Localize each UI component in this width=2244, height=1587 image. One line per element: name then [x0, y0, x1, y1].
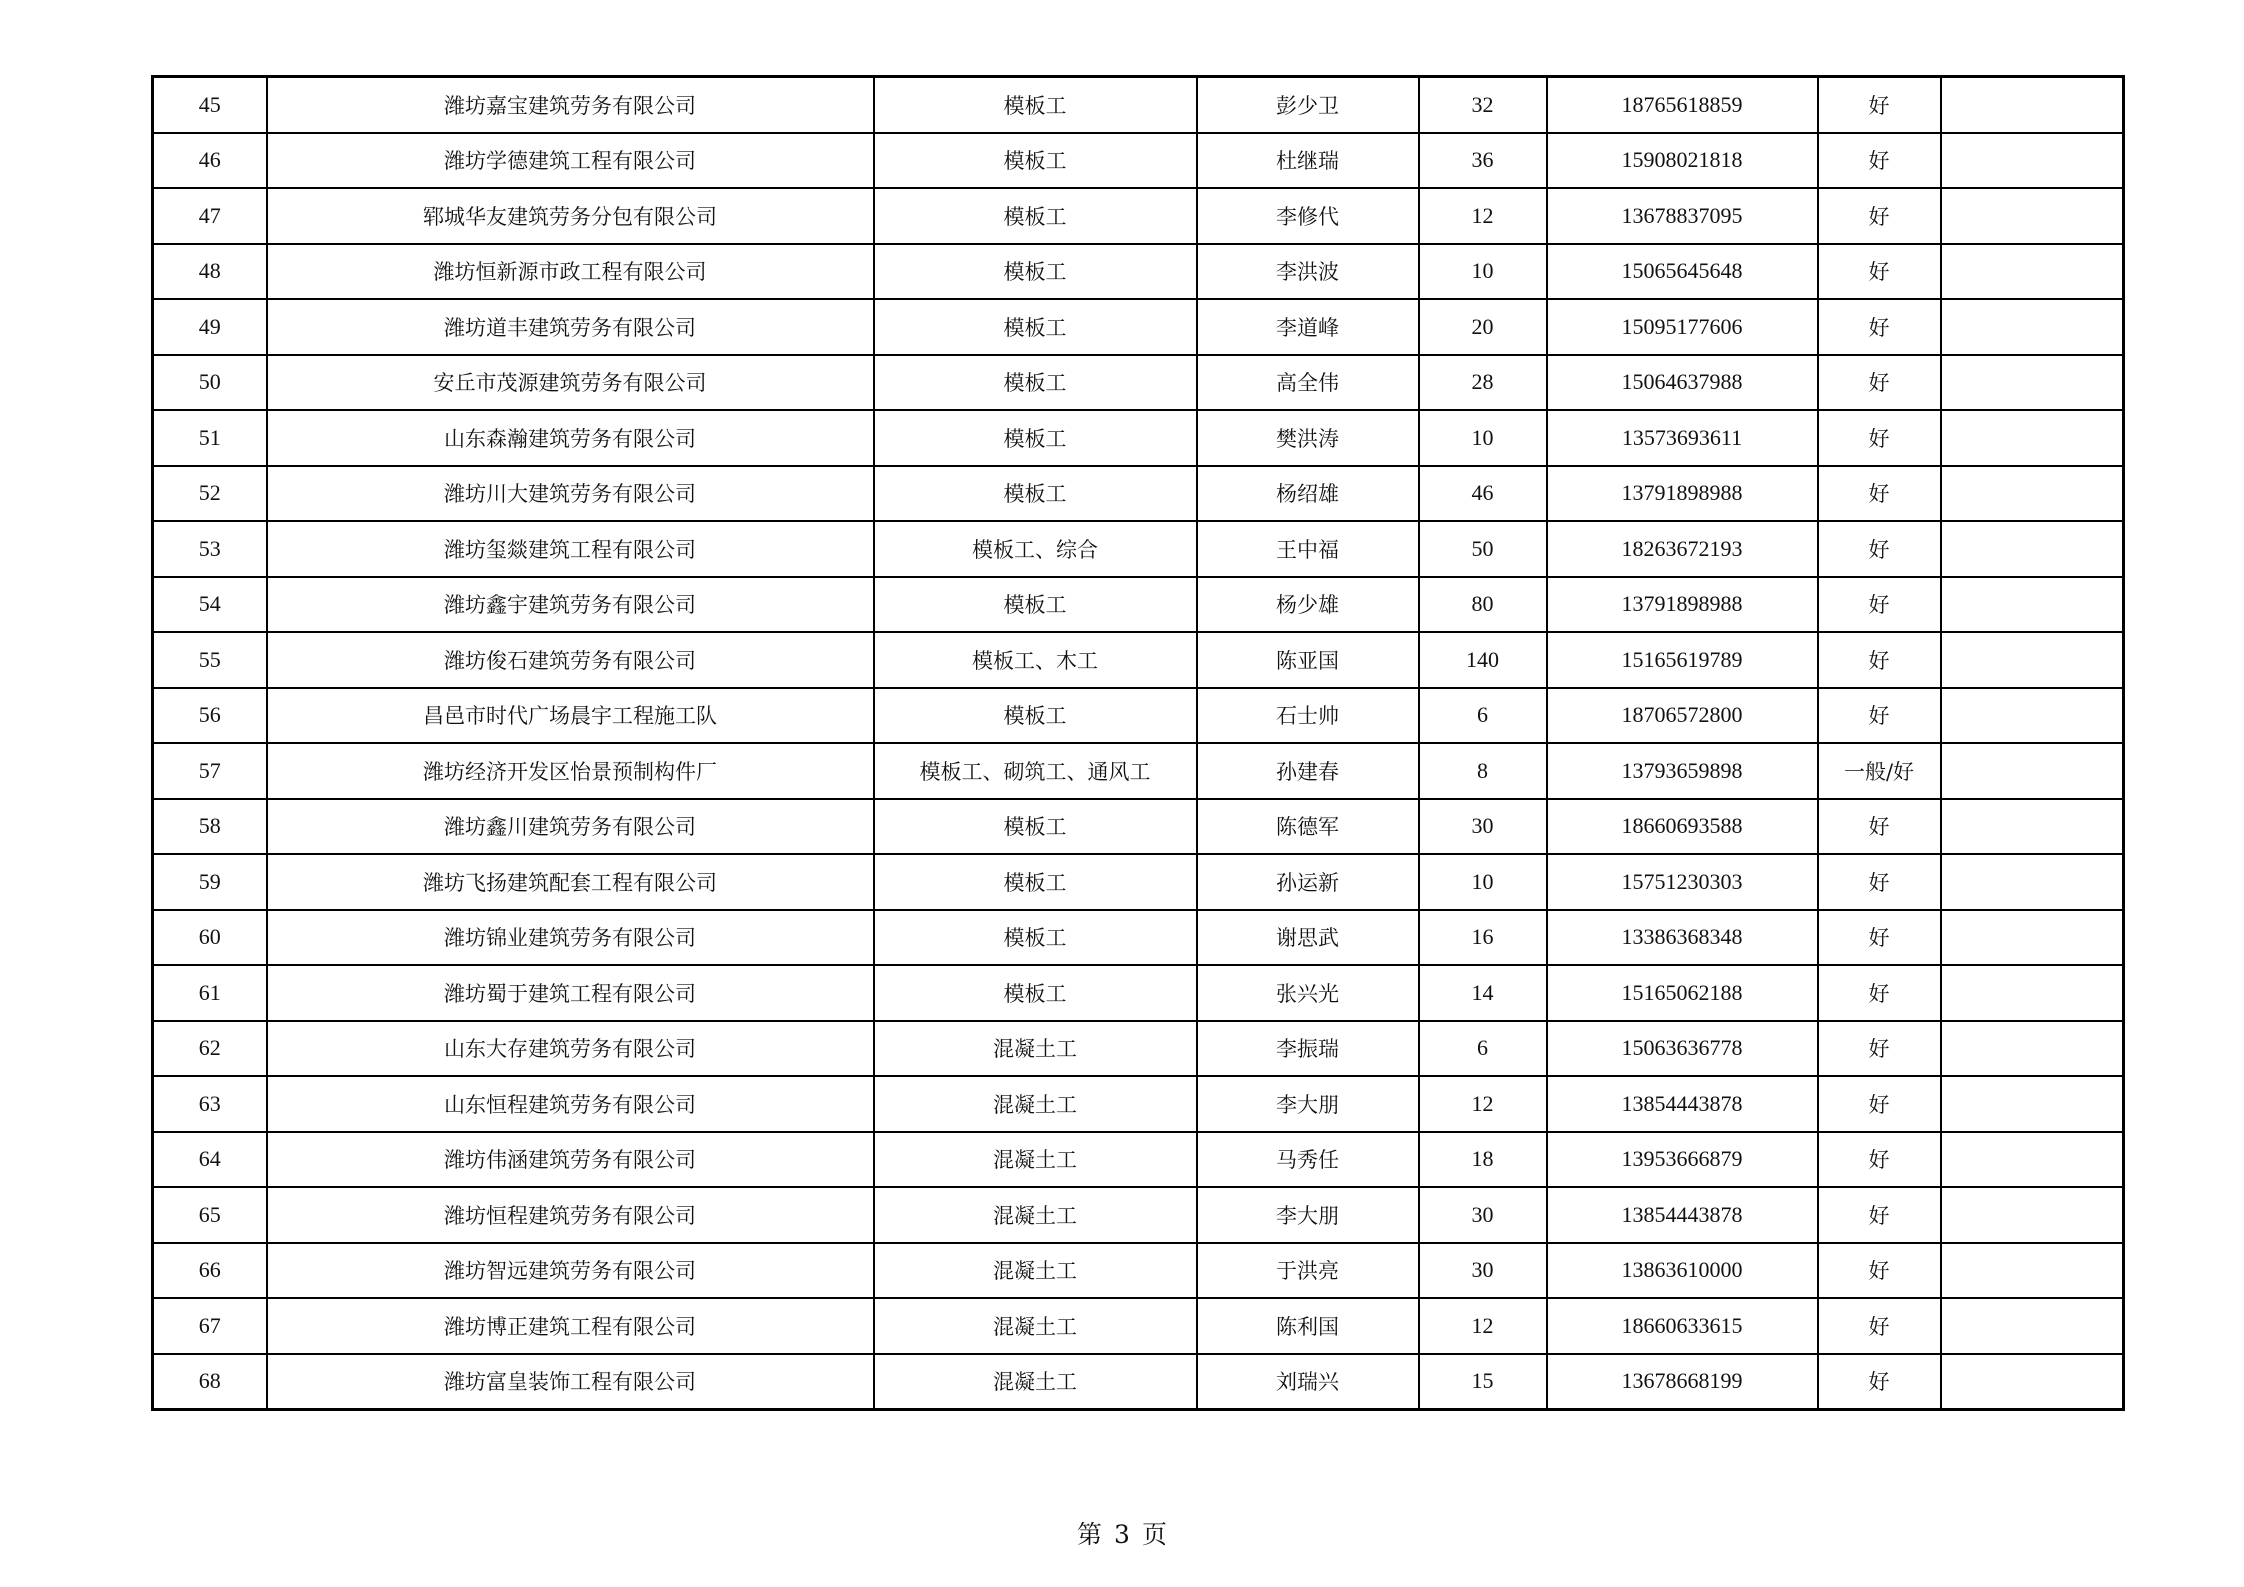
cell-count: 15: [1419, 1354, 1547, 1410]
cell-trade: 混凝土工: [874, 1187, 1197, 1243]
cell-phone: 13386368348: [1547, 910, 1818, 966]
cell-count: 12: [1419, 1076, 1547, 1132]
cell-phone: 13791898988: [1547, 577, 1818, 633]
cell-count: 140: [1419, 632, 1547, 688]
cell-index: 67: [153, 1298, 267, 1354]
cell-count: 12: [1419, 1298, 1547, 1354]
cell-rating: 好: [1818, 1132, 1941, 1188]
cell-rating: 好: [1818, 910, 1941, 966]
table-row: [153, 1076, 2124, 1132]
cell-note: [1941, 521, 2124, 577]
cell-count: 8: [1419, 743, 1547, 799]
cell-company: 潍坊鑫宇建筑劳务有限公司: [267, 577, 874, 633]
cell-phone: 13678837095: [1547, 188, 1818, 244]
cell-count: 46: [1419, 466, 1547, 522]
page-footer: [0, 1515, 2244, 1551]
cell-rating: 好: [1818, 1354, 1941, 1410]
cell-note: [1941, 133, 2124, 189]
cell-note: [1941, 1021, 2124, 1077]
cell-phone: 15095177606: [1547, 299, 1818, 355]
table-row: [153, 299, 2124, 355]
cell-count: 30: [1419, 1187, 1547, 1243]
cell-note: [1941, 799, 2124, 855]
cell-phone: 15165062188: [1547, 965, 1818, 1021]
cell-count: 10: [1419, 410, 1547, 466]
contractor-table: [151, 75, 2125, 1411]
cell-phone: 15064637988: [1547, 355, 1818, 411]
cell-contact: 杨少雄: [1197, 577, 1419, 633]
cell-index: 63: [153, 1076, 267, 1132]
cell-rating: 好: [1818, 77, 1941, 133]
cell-phone: 15063636778: [1547, 1021, 1818, 1077]
cell-contact: 陈亚国: [1197, 632, 1419, 688]
cell-count: 80: [1419, 577, 1547, 633]
cell-company: 潍坊嘉宝建筑劳务有限公司: [267, 77, 874, 133]
cell-rating: 好: [1818, 133, 1941, 189]
cell-company: 潍坊蜀于建筑工程有限公司: [267, 965, 874, 1021]
cell-rating: 好: [1818, 1021, 1941, 1077]
cell-contact: 陈德军: [1197, 799, 1419, 855]
cell-note: [1941, 1243, 2124, 1299]
cell-contact: 李振瑞: [1197, 1021, 1419, 1077]
table-row: [153, 1132, 2124, 1188]
cell-contact: 孙运新: [1197, 854, 1419, 910]
cell-index: 64: [153, 1132, 267, 1188]
table-row: [153, 965, 2124, 1021]
cell-note: [1941, 1187, 2124, 1243]
cell-contact: 陈利国: [1197, 1298, 1419, 1354]
cell-rating: 好: [1818, 410, 1941, 466]
cell-index: 50: [153, 355, 267, 411]
cell-contact: 李大朋: [1197, 1076, 1419, 1132]
cell-contact: 于洪亮: [1197, 1243, 1419, 1299]
cell-note: [1941, 355, 2124, 411]
cell-rating: 好: [1818, 577, 1941, 633]
cell-trade: 模板工、砌筑工、通风工: [874, 743, 1197, 799]
cell-rating: 好: [1818, 299, 1941, 355]
cell-rating: 好: [1818, 965, 1941, 1021]
cell-company: 潍坊富皇装饰工程有限公司: [267, 1354, 874, 1410]
cell-company: 山东恒程建筑劳务有限公司: [267, 1076, 874, 1132]
table-row: [153, 688, 2124, 744]
cell-company: 潍坊俊石建筑劳务有限公司: [267, 632, 874, 688]
cell-rating: 一般/好: [1818, 743, 1941, 799]
cell-note: [1941, 688, 2124, 744]
cell-contact: 张兴光: [1197, 965, 1419, 1021]
cell-trade: 模板工: [874, 577, 1197, 633]
cell-index: 52: [153, 466, 267, 522]
cell-company: 潍坊川大建筑劳务有限公司: [267, 466, 874, 522]
cell-trade: 混凝土工: [874, 1132, 1197, 1188]
cell-trade: 模板工、木工: [874, 632, 1197, 688]
cell-rating: 好: [1818, 355, 1941, 411]
cell-index: 66: [153, 1243, 267, 1299]
cell-count: 10: [1419, 244, 1547, 300]
cell-phone: 18706572800: [1547, 688, 1818, 744]
cell-trade: 模板工: [874, 133, 1197, 189]
cell-rating: 好: [1818, 632, 1941, 688]
cell-rating: 好: [1818, 188, 1941, 244]
cell-contact: 石士帅: [1197, 688, 1419, 744]
cell-phone: 15065645648: [1547, 244, 1818, 300]
cell-note: [1941, 466, 2124, 522]
cell-rating: 好: [1818, 466, 1941, 522]
page-label-prefix: 第: [1077, 1520, 1103, 1549]
cell-note: [1941, 77, 2124, 133]
cell-contact: 谢思武: [1197, 910, 1419, 966]
cell-contact: 李修代: [1197, 188, 1419, 244]
cell-company: 潍坊恒程建筑劳务有限公司: [267, 1187, 874, 1243]
cell-rating: 好: [1818, 1076, 1941, 1132]
cell-trade: 混凝土工: [874, 1354, 1197, 1410]
cell-count: 6: [1419, 1021, 1547, 1077]
cell-index: 55: [153, 632, 267, 688]
cell-trade: 混凝土工: [874, 1021, 1197, 1077]
cell-trade: 模板工: [874, 410, 1197, 466]
page-number: 3: [1114, 1520, 1130, 1549]
cell-contact: 刘瑞兴: [1197, 1354, 1419, 1410]
table-row: [153, 743, 2124, 799]
table-row: [153, 577, 2124, 633]
cell-trade: 模板工: [874, 188, 1197, 244]
cell-count: 36: [1419, 133, 1547, 189]
cell-note: [1941, 1132, 2124, 1188]
cell-index: 61: [153, 965, 267, 1021]
cell-index: 54: [153, 577, 267, 633]
cell-company: 潍坊经济开发区怡景预制构件厂: [267, 743, 874, 799]
cell-trade: 模板工、综合: [874, 521, 1197, 577]
cell-trade: 模板工: [874, 910, 1197, 966]
cell-phone: 18765618859: [1547, 77, 1818, 133]
table-row: [153, 1298, 2124, 1354]
cell-note: [1941, 188, 2124, 244]
cell-index: 45: [153, 77, 267, 133]
cell-company: 山东森瀚建筑劳务有限公司: [267, 410, 874, 466]
cell-company: 潍坊博正建筑工程有限公司: [267, 1298, 874, 1354]
table-row: [153, 799, 2124, 855]
cell-index: 49: [153, 299, 267, 355]
cell-phone: 18660693588: [1547, 799, 1818, 855]
cell-rating: 好: [1818, 854, 1941, 910]
table-row: [153, 1354, 2124, 1410]
table-row: [153, 244, 2124, 300]
cell-phone: 13854443878: [1547, 1076, 1818, 1132]
cell-contact: 杨绍雄: [1197, 466, 1419, 522]
table-row: [153, 133, 2124, 189]
cell-note: [1941, 410, 2124, 466]
cell-company: 潍坊恒新源市政工程有限公司: [267, 244, 874, 300]
cell-company: 潍坊伟涵建筑劳务有限公司: [267, 1132, 874, 1188]
cell-company: 昌邑市时代广场晨宇工程施工队: [267, 688, 874, 744]
cell-rating: 好: [1818, 1187, 1941, 1243]
cell-phone: 13791898988: [1547, 466, 1818, 522]
cell-trade: 模板工: [874, 244, 1197, 300]
page-label-suffix: 页: [1141, 1520, 1167, 1549]
cell-index: 47: [153, 188, 267, 244]
cell-count: 6: [1419, 688, 1547, 744]
cell-count: 30: [1419, 1243, 1547, 1299]
cell-count: 32: [1419, 77, 1547, 133]
table-row: [153, 1243, 2124, 1299]
cell-index: 46: [153, 133, 267, 189]
table-row: [153, 632, 2124, 688]
cell-index: 65: [153, 1187, 267, 1243]
cell-company: 潍坊飞扬建筑配套工程有限公司: [267, 854, 874, 910]
cell-trade: 模板工: [874, 688, 1197, 744]
cell-index: 51: [153, 410, 267, 466]
cell-note: [1941, 1298, 2124, 1354]
cell-company: 潍坊智远建筑劳务有限公司: [267, 1243, 874, 1299]
cell-trade: 混凝土工: [874, 1076, 1197, 1132]
cell-company: 潍坊学德建筑工程有限公司: [267, 133, 874, 189]
cell-rating: 好: [1818, 521, 1941, 577]
table-row: [153, 1187, 2124, 1243]
cell-phone: 15751230303: [1547, 854, 1818, 910]
cell-note: [1941, 910, 2124, 966]
cell-index: 57: [153, 743, 267, 799]
cell-note: [1941, 854, 2124, 910]
cell-index: 48: [153, 244, 267, 300]
cell-note: [1941, 743, 2124, 799]
cell-trade: 模板工: [874, 965, 1197, 1021]
cell-contact: 高全伟: [1197, 355, 1419, 411]
cell-company: 潍坊玺燚建筑工程有限公司: [267, 521, 874, 577]
cell-trade: 模板工: [874, 466, 1197, 522]
cell-count: 30: [1419, 799, 1547, 855]
cell-contact: 杜继瑞: [1197, 133, 1419, 189]
cell-contact: 樊洪涛: [1197, 410, 1419, 466]
cell-index: 59: [153, 854, 267, 910]
cell-note: [1941, 1076, 2124, 1132]
cell-contact: 李道峰: [1197, 299, 1419, 355]
cell-phone: 15908021818: [1547, 133, 1818, 189]
cell-index: 56: [153, 688, 267, 744]
cell-company: 山东大存建筑劳务有限公司: [267, 1021, 874, 1077]
cell-phone: 13854443878: [1547, 1187, 1818, 1243]
cell-count: 10: [1419, 854, 1547, 910]
table-row: [153, 854, 2124, 910]
table-row: [153, 1021, 2124, 1077]
cell-contact: 彭少卫: [1197, 77, 1419, 133]
cell-contact: 李大朋: [1197, 1187, 1419, 1243]
cell-company: 潍坊鑫川建筑劳务有限公司: [267, 799, 874, 855]
cell-phone: 13863610000: [1547, 1243, 1818, 1299]
cell-trade: 模板工: [874, 77, 1197, 133]
cell-phone: 18660633615: [1547, 1298, 1818, 1354]
table-row: [153, 910, 2124, 966]
cell-count: 16: [1419, 910, 1547, 966]
cell-note: [1941, 577, 2124, 633]
cell-contact: 孙建春: [1197, 743, 1419, 799]
table-row: [153, 188, 2124, 244]
cell-contact: 马秀任: [1197, 1132, 1419, 1188]
cell-rating: 好: [1818, 799, 1941, 855]
table-row: [153, 521, 2124, 577]
cell-trade: 模板工: [874, 854, 1197, 910]
cell-phone: 13953666879: [1547, 1132, 1818, 1188]
cell-rating: 好: [1818, 688, 1941, 744]
table-row: [153, 77, 2124, 133]
cell-phone: 13678668199: [1547, 1354, 1818, 1410]
cell-rating: 好: [1818, 244, 1941, 300]
cell-contact: 王中福: [1197, 521, 1419, 577]
cell-contact: 李洪波: [1197, 244, 1419, 300]
table-body: [153, 77, 2124, 1410]
cell-company: 安丘市茂源建筑劳务有限公司: [267, 355, 874, 411]
cell-note: [1941, 965, 2124, 1021]
cell-phone: 18263672193: [1547, 521, 1818, 577]
cell-count: 20: [1419, 299, 1547, 355]
cell-count: 28: [1419, 355, 1547, 411]
table-row: [153, 466, 2124, 522]
table-row: [153, 355, 2124, 411]
cell-company: 郓城华友建筑劳务分包有限公司: [267, 188, 874, 244]
cell-count: 14: [1419, 965, 1547, 1021]
cell-company: 潍坊道丰建筑劳务有限公司: [267, 299, 874, 355]
cell-index: 58: [153, 799, 267, 855]
cell-count: 12: [1419, 188, 1547, 244]
cell-count: 18: [1419, 1132, 1547, 1188]
cell-phone: 15165619789: [1547, 632, 1818, 688]
cell-note: [1941, 632, 2124, 688]
cell-trade: 混凝土工: [874, 1298, 1197, 1354]
table-row: [153, 410, 2124, 466]
cell-rating: 好: [1818, 1298, 1941, 1354]
cell-rating: 好: [1818, 1243, 1941, 1299]
contractor-table-page: [151, 75, 2122, 1411]
cell-index: 62: [153, 1021, 267, 1077]
cell-index: 60: [153, 910, 267, 966]
cell-trade: 模板工: [874, 799, 1197, 855]
cell-phone: 13793659898: [1547, 743, 1818, 799]
cell-trade: 混凝土工: [874, 1243, 1197, 1299]
cell-index: 68: [153, 1354, 267, 1410]
cell-index: 53: [153, 521, 267, 577]
cell-trade: 模板工: [874, 299, 1197, 355]
cell-trade: 模板工: [874, 355, 1197, 411]
cell-company: 潍坊锦业建筑劳务有限公司: [267, 910, 874, 966]
cell-note: [1941, 1354, 2124, 1410]
cell-count: 50: [1419, 521, 1547, 577]
cell-note: [1941, 244, 2124, 300]
cell-phone: 13573693611: [1547, 410, 1818, 466]
cell-note: [1941, 299, 2124, 355]
